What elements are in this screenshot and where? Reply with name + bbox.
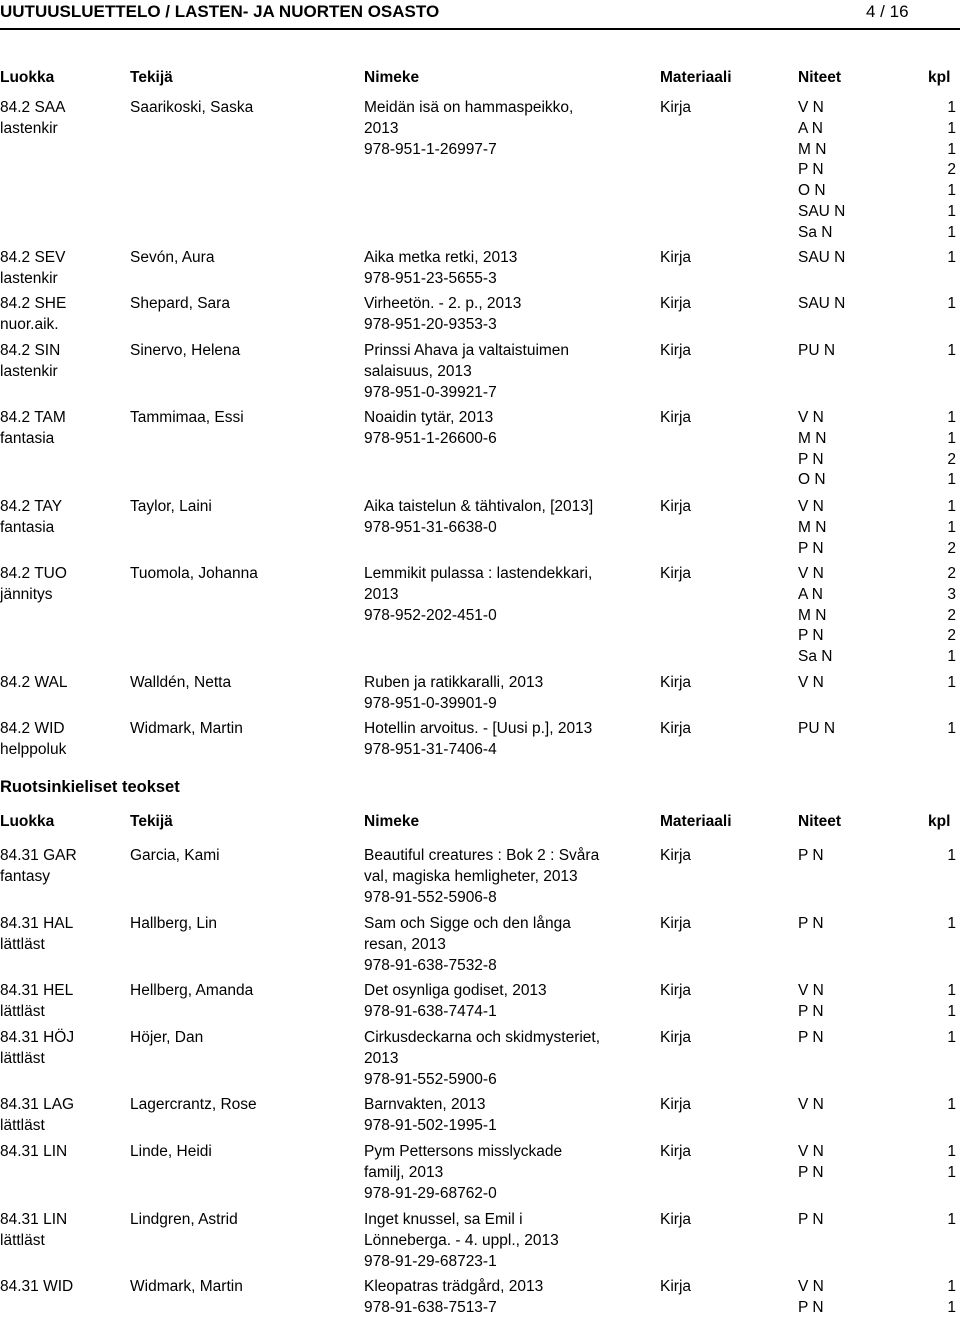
- entry-class: [0, 564, 67, 606]
- entry-title: [364, 719, 592, 761]
- entry-copies-location-line: V N: [798, 982, 824, 999]
- entry-title-line: 978-91-29-68723-1: [364, 1252, 497, 1270]
- entry-copies-count-line: 1: [947, 915, 956, 932]
- entry-author: [130, 673, 231, 694]
- column-header-materiaali: Materiaali: [660, 813, 732, 830]
- entry-class: [0, 497, 62, 539]
- entry-title-line: 2013: [364, 1049, 399, 1067]
- entry-class: [0, 914, 73, 956]
- entry-copies-count: [940, 673, 956, 694]
- column-header-row: [0, 69, 960, 91]
- entry-copies-count-line: 1: [947, 847, 956, 864]
- entry-class: [0, 98, 66, 140]
- entry-copies-count: [940, 294, 956, 315]
- entry-copies-count-line: 1: [947, 295, 956, 312]
- entry-title: [364, 673, 543, 715]
- entry-copies-count-line: 1: [947, 1029, 956, 1046]
- entry-copies-count: [940, 981, 956, 1023]
- entry-material: Kirja: [660, 565, 692, 582]
- column-header-niteet: Niteet: [798, 69, 842, 86]
- entry-author-line: Widmark, Martin: [130, 720, 243, 737]
- entry-copies-location-line: P N: [798, 1298, 824, 1316]
- entry-title-line: 978-91-502-1995-1: [364, 1116, 497, 1134]
- entry-title-line: 978-951-0-39921-7: [364, 383, 497, 401]
- entry-author: [130, 1142, 212, 1163]
- entry-author: [130, 981, 253, 1002]
- entry-class-line: nuor.aik.: [0, 315, 59, 333]
- column-header-niteet: Niteet: [798, 813, 842, 830]
- entry-author-line: Taylor, Laini: [130, 498, 212, 515]
- entry-copies-location-line: M N: [798, 140, 827, 158]
- entry-copies-location-line: P N: [798, 1002, 824, 1020]
- entry-class-line: 84.31 LIN: [0, 1143, 68, 1160]
- entry-copies-count: [940, 98, 956, 244]
- entry-title: [364, 564, 592, 626]
- entry-material: Kirja: [660, 342, 692, 359]
- entry-copies-count-line: 1: [947, 182, 956, 200]
- entry-copies-count-line: 1: [947, 674, 956, 691]
- entry-title-line: 978-951-1-26997-7: [364, 140, 497, 158]
- entry-author: [130, 1095, 257, 1116]
- entry-title-line: Inget knussel, sa Emil i: [364, 1211, 523, 1228]
- entry-copies-location: [798, 408, 826, 491]
- entry-copies-location: [798, 719, 835, 740]
- entry-copies-count: [940, 341, 956, 362]
- entry-author-line: Lindgren, Astrid: [130, 1211, 238, 1228]
- entry-title-line: 978-951-20-9353-3: [364, 315, 497, 333]
- entry-title-line: Aika metka retki, 2013: [364, 249, 518, 266]
- entry-copies-location: [798, 98, 845, 244]
- entry-title-line: Cirkusdeckarna och skidmysteriet,: [364, 1029, 601, 1046]
- entry-copies-count-line: 1: [947, 720, 956, 737]
- entry-material: Kirja: [660, 498, 692, 515]
- entry-class: [0, 248, 66, 290]
- entry-title-line: Prinssi Ahava ja valtaistuimen: [364, 342, 570, 359]
- entry-class: [0, 408, 66, 450]
- entry-copies-count: [940, 497, 956, 559]
- entry-author: [130, 408, 244, 429]
- entry-author: [130, 1028, 203, 1049]
- entry-title-line: 978-951-31-6638-0: [364, 518, 497, 536]
- entry-copies-count-line: 1: [947, 498, 956, 515]
- entry-class-line: 84.2 SIN: [0, 342, 61, 359]
- page-header: [0, 0, 960, 26]
- entry-author: [130, 294, 230, 315]
- entry-copies-location-line: P N: [798, 627, 824, 645]
- entry-author: [130, 248, 214, 269]
- entry-title: [364, 408, 497, 450]
- entry-title-line: 978-952-202-451-0: [364, 606, 497, 624]
- column-header-kpl: kpl: [928, 69, 951, 86]
- entry-copies-location: [798, 981, 824, 1023]
- entry-copies-count-line: 2: [947, 627, 956, 645]
- entry-copies-location: [798, 846, 824, 867]
- entry-class-line: 84.31 HÖJ: [0, 1029, 75, 1046]
- entry-material: Kirja: [660, 409, 692, 426]
- entry-copies-count: [940, 914, 956, 935]
- entry-class: [0, 1210, 67, 1252]
- page-title: UUTUUSLUETTELO / LASTEN- JA NUORTEN OSASTO: [0, 2, 440, 21]
- entry-title: [364, 1095, 497, 1137]
- entry-author: [130, 719, 243, 740]
- entry-title: [364, 846, 599, 908]
- entry-class-line: 84.31 WID: [0, 1278, 74, 1295]
- entry-material: Kirja: [660, 915, 692, 932]
- entry-title: [364, 98, 573, 160]
- entry-class-line: jännitys: [0, 585, 53, 603]
- entry-copies-count-line: 1: [947, 648, 956, 666]
- entry-title-line: Beautiful creatures : Bok 2 : Svåra: [364, 847, 600, 864]
- entry-copies-location: [798, 248, 845, 269]
- entry-copies-count-line: 1: [947, 202, 956, 220]
- entry-class-line: 84.31 LIN: [0, 1211, 68, 1228]
- entry-title-line: Aika taistelun & tähtivalon, [2013]: [364, 498, 594, 515]
- entry-material: Kirja: [660, 1143, 692, 1160]
- entry-title-line: 2013: [364, 585, 399, 603]
- entry-copies-count-line: 2: [947, 606, 956, 624]
- entry-copies-count: [940, 1028, 956, 1049]
- entry-copies-location-line: V N: [798, 565, 824, 582]
- entry-author: [130, 98, 253, 119]
- entry-title-line: resan, 2013: [364, 935, 446, 953]
- entry-title: [364, 1277, 543, 1319]
- entry-title-line: Det osynliga godiset, 2013: [364, 982, 547, 999]
- entry-class: [0, 1028, 74, 1070]
- entry-class-line: 84.2 TAY: [0, 498, 63, 515]
- entry-author-line: Shepard, Sara: [130, 295, 230, 312]
- entry-copies-location: [798, 564, 832, 668]
- entry-copies-location: [798, 1210, 824, 1231]
- entry-copies-location: [798, 1028, 824, 1049]
- entry-class-line: 84.2 WAL: [0, 674, 68, 691]
- entry-copies-count-line: 1: [947, 249, 956, 266]
- entry-class: [0, 1277, 73, 1298]
- entry-material: Kirja: [660, 1278, 692, 1295]
- entry-class-line: 84.2 WID: [0, 720, 65, 737]
- entry-copies-count: [940, 1277, 956, 1319]
- entry-class-line: 84.2 TUO: [0, 565, 67, 582]
- entry-author-line: Tuomola, Johanna: [130, 565, 258, 582]
- entry-copies-count-line: 1: [947, 1211, 956, 1228]
- entry-author: [130, 1210, 238, 1231]
- entry-title-line: Ruben ja ratikkaralli, 2013: [364, 674, 544, 691]
- entry-title-line: Kleopatras trädgård, 2013: [364, 1278, 544, 1295]
- entry-copies-count-line: 1: [947, 342, 956, 359]
- entry-copies-location: [798, 1277, 824, 1319]
- entry-title-line: 2013: [364, 119, 399, 137]
- entry-title-line: Virheetön. - 2. p., 2013: [364, 295, 522, 312]
- entry-copies-location-line: Sa N: [798, 648, 833, 666]
- entry-class: [0, 294, 66, 336]
- entry-title-line: Barnvakten, 2013: [364, 1096, 486, 1113]
- entry-class-line: 84.2 SHE: [0, 295, 67, 312]
- entry-class-line: lastenkir: [0, 119, 58, 137]
- entry-title-line: familj, 2013: [364, 1163, 444, 1181]
- entry-author-line: Lagercrantz, Rose: [130, 1096, 257, 1113]
- entry-copies-count: [940, 1095, 956, 1116]
- entry-title-line: 978-951-1-26600-6: [364, 429, 497, 447]
- entry-title-line: Noaidin tytär, 2013: [364, 409, 494, 426]
- entry-class-line: lättläst: [0, 1049, 45, 1067]
- entry-title-line: 978-91-552-5906-8: [364, 888, 497, 906]
- entry-copies-location-line: P N: [798, 847, 824, 864]
- entry-copies-count: [940, 564, 956, 668]
- entry-copies-location-line: V N: [798, 1143, 824, 1160]
- entry-material: Kirja: [660, 982, 692, 999]
- entry-copies-count-line: 1: [947, 223, 956, 241]
- entry-material: Kirja: [660, 99, 692, 116]
- entry-copies-location-line: V N: [798, 1096, 824, 1113]
- entry-author-line: Widmark, Martin: [130, 1278, 243, 1295]
- entry-author-line: Garcia, Kami: [130, 847, 220, 864]
- entry-title-line: Lemmikit pulassa : lastendekkari,: [364, 565, 593, 582]
- column-header-row: [0, 813, 960, 835]
- entry-class-line: lastenkir: [0, 362, 58, 380]
- entry-title-line: Pym Pettersons misslyckade: [364, 1143, 563, 1160]
- entry-author-line: Sevón, Aura: [130, 249, 215, 266]
- entry-class-line: lastenkir: [0, 269, 58, 287]
- entry-copies-count-line: 2: [947, 565, 956, 582]
- entry-title-line: Hotellin arvoitus. - [Uusi p.], 2013: [364, 720, 593, 737]
- entry-material: Kirja: [660, 249, 692, 266]
- entry-author: [130, 846, 220, 867]
- entry-material: Kirja: [660, 295, 692, 312]
- entry-class-line: lättläst: [0, 1116, 45, 1134]
- entry-author-line: Hellberg, Amanda: [130, 982, 254, 999]
- entry-copies-count-line: 1: [947, 982, 956, 999]
- entry-copies-location-line: P N: [798, 539, 824, 557]
- entry-copies-count-line: 1: [947, 429, 956, 447]
- entry-title-line: 978-91-638-7513-7: [364, 1298, 497, 1316]
- entry-class-line: lättläst: [0, 935, 45, 953]
- entry-copies-location: [798, 1095, 824, 1116]
- header-rule: [0, 28, 960, 30]
- entry-copies-count-line: 2: [947, 161, 956, 179]
- entry-title-line: 978-91-638-7532-8: [364, 956, 497, 974]
- entry-author-line: Linde, Heidi: [130, 1143, 212, 1160]
- column-header-tekija: Tekijä: [130, 69, 173, 86]
- entry-copies-location-line: P N: [798, 450, 824, 468]
- entry-material: Kirja: [660, 720, 692, 737]
- entry-copies-count-line: 1: [947, 471, 956, 489]
- entry-copies-location-line: O N: [798, 182, 826, 200]
- entry-class-line: 84.31 GAR: [0, 847, 77, 864]
- column-header-materiaali: Materiaali: [660, 69, 732, 86]
- entry-copies-location-line: P N: [798, 1163, 824, 1181]
- entry-class-line: helppoluk: [0, 740, 67, 758]
- entry-copies-location-line: SAU N: [798, 295, 846, 312]
- entry-author-line: Sinervo, Helena: [130, 342, 241, 359]
- entry-class-line: 84.31 HAL: [0, 915, 74, 932]
- column-header-nimeke: Nimeke: [364, 69, 420, 86]
- entry-author-line: Saarikoski, Saska: [130, 99, 254, 116]
- entry-class-line: lättläst: [0, 1231, 45, 1249]
- entry-author: [130, 564, 258, 585]
- entry-copies-count-line: 1: [947, 99, 956, 116]
- entry-copies-location-line: P N: [798, 1211, 824, 1228]
- entry-class: [0, 846, 77, 888]
- entry-copies-location: [798, 294, 845, 315]
- entry-copies-location-line: PU N: [798, 720, 836, 737]
- entry-copies-count: [940, 248, 956, 269]
- entry-title: [364, 1028, 600, 1090]
- entry-copies-count: [940, 408, 956, 491]
- entry-copies-count-line: 1: [947, 1096, 956, 1113]
- entry-title: [364, 497, 593, 539]
- entry-copies-location: [798, 673, 824, 694]
- entry-copies-location-line: O N: [798, 471, 826, 489]
- entry-copies-location: [798, 341, 835, 362]
- entry-copies-count: [940, 1142, 956, 1184]
- entry-title-line: 978-91-552-5900-6: [364, 1070, 497, 1088]
- entry-copies-location-line: P N: [798, 161, 824, 179]
- column-header-nimeke: Nimeke: [364, 813, 420, 830]
- entry-class-line: 84.2 SAA: [0, 99, 66, 116]
- entry-author-line: Tammimaa, Essi: [130, 409, 244, 426]
- entry-title-line: Sam och Sigge och den långa: [364, 915, 571, 932]
- entry-copies-location-line: P N: [798, 915, 824, 932]
- entry-title: [364, 981, 547, 1023]
- entry-copies-count-line: 1: [947, 1298, 956, 1316]
- entry-class-line: 84.2 TAM: [0, 409, 66, 426]
- entry-copies-location-line: PU N: [798, 342, 836, 359]
- entry-class-line: 84.2 SEV: [0, 249, 66, 266]
- entry-copies-location-line: P N: [798, 1029, 824, 1046]
- entry-copies-location-line: M N: [798, 518, 827, 536]
- column-header-kpl: kpl: [928, 813, 951, 830]
- entry-copies-location-line: M N: [798, 606, 827, 624]
- entry-material: Kirja: [660, 1211, 692, 1228]
- entry-copies-count-line: 2: [947, 450, 956, 468]
- entry-copies-count-line: 1: [947, 1143, 956, 1160]
- entry-class: [0, 981, 73, 1023]
- entry-class: [0, 719, 66, 761]
- entry-title: [364, 294, 521, 336]
- entry-material: Kirja: [660, 1029, 692, 1046]
- section-title: Ruotsinkieliset teokset: [0, 778, 180, 796]
- column-header-luokka: Luokka: [0, 69, 55, 86]
- entry-copies-location-line: V N: [798, 99, 824, 116]
- entry-copies-location: [798, 1142, 824, 1184]
- entry-copies-count-line: 1: [947, 119, 956, 137]
- entry-title: [364, 248, 517, 290]
- entry-copies-location: [798, 914, 824, 935]
- entry-title-line: 978-951-31-7406-4: [364, 740, 497, 758]
- page-number: 4 / 16: [866, 2, 909, 21]
- entry-author-line: Höjer, Dan: [130, 1029, 204, 1046]
- entry-copies-location: [798, 497, 826, 559]
- entry-title-line: 978-951-0-39901-9: [364, 694, 497, 712]
- entry-copies-location-line: V N: [798, 498, 824, 515]
- entry-copies-count-line: 1: [947, 140, 956, 158]
- entry-copies-count-line: 1: [947, 1163, 956, 1181]
- entry-copies-location-line: SAU N: [798, 249, 846, 266]
- entry-copies-location-line: V N: [798, 409, 824, 426]
- entry-title: [364, 341, 569, 403]
- entry-copies-count: [940, 1210, 956, 1231]
- entry-author: [130, 1277, 243, 1298]
- entry-title: [364, 914, 571, 976]
- entry-copies-count-line: 1: [947, 518, 956, 536]
- entry-title-line: 978-951-23-5655-3: [364, 269, 497, 287]
- entry-title: [364, 1210, 559, 1272]
- entry-copies-count-line: 3: [947, 585, 956, 603]
- entry-copies-count: [940, 846, 956, 867]
- entry-material: Kirja: [660, 674, 692, 691]
- entry-material: Kirja: [660, 847, 692, 864]
- entry-title-line: val, magiska hemligheter, 2013: [364, 867, 578, 885]
- column-header-tekija: Tekijä: [130, 813, 173, 830]
- entry-class-line: 84.31 LAG: [0, 1096, 75, 1113]
- entry-title-line: Lönneberga. - 4. uppl., 2013: [364, 1231, 559, 1249]
- entry-copies-count: [940, 719, 956, 740]
- entry-class: [0, 673, 68, 694]
- entry-copies-location-line: A N: [798, 585, 823, 603]
- entry-title: [364, 1142, 562, 1204]
- entry-author: [130, 497, 212, 518]
- entry-copies-count-line: 1: [947, 1002, 956, 1020]
- entry-copies-location-line: V N: [798, 1278, 824, 1295]
- entry-title-line: 978-91-638-7474-1: [364, 1002, 497, 1020]
- entry-title-line: salaisuus, 2013: [364, 362, 472, 380]
- entry-class: [0, 341, 60, 383]
- entry-class-line: fantasia: [0, 518, 55, 536]
- entry-class: [0, 1095, 74, 1137]
- entry-copies-count-line: 1: [947, 409, 956, 426]
- entry-title-line: 978-91-29-68762-0: [364, 1184, 497, 1202]
- entry-copies-location-line: V N: [798, 674, 824, 691]
- entry-author: [130, 914, 217, 935]
- column-header-luokka: Luokka: [0, 813, 55, 830]
- entry-copies-count-line: 1: [947, 1278, 956, 1295]
- entry-author: [130, 341, 240, 362]
- entry-class-line: fantasy: [0, 867, 50, 885]
- entry-author-line: Walldén, Netta: [130, 674, 232, 691]
- entry-copies-location-line: SAU N: [798, 202, 846, 220]
- entry-class-line: lättläst: [0, 1002, 45, 1020]
- entry-material: Kirja: [660, 1096, 692, 1113]
- entry-class: [0, 1142, 67, 1163]
- entry-copies-location-line: Sa N: [798, 223, 833, 241]
- entry-class-line: 84.31 HEL: [0, 982, 74, 999]
- entry-class-line: fantasia: [0, 429, 55, 447]
- entry-copies-location-line: A N: [798, 119, 823, 137]
- entry-copies-count-line: 2: [947, 539, 956, 557]
- entry-author-line: Hallberg, Lin: [130, 915, 218, 932]
- entry-title-line: Meidän isä on hammaspeikko,: [364, 99, 574, 116]
- entry-copies-location-line: M N: [798, 429, 827, 447]
